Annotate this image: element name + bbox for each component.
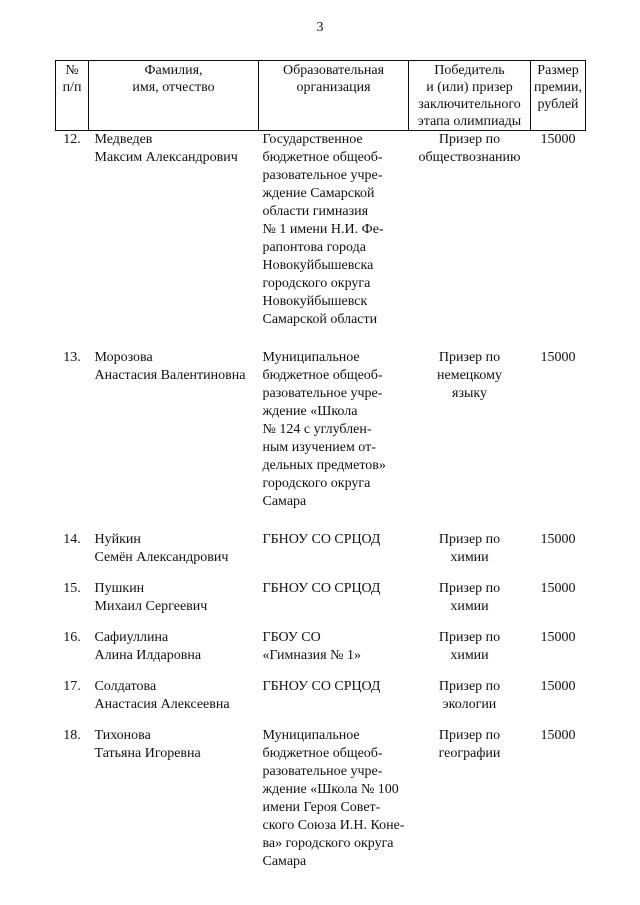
prize-amount: 15000	[540, 728, 576, 743]
table-header	[56, 61, 586, 131]
person-surname: Медведев	[94, 132, 153, 147]
person-given-name: Максим Александрович	[94, 150, 238, 165]
organization	[259, 349, 409, 511]
person-name	[89, 629, 259, 665]
organization-text: Муниципальное бюджетное общеоб- разовательное учре- ждение «Школа № 124 с углублен- ным изучением от- дельных предметов» городского округа Самара	[262, 350, 386, 509]
person-given-name: Татьяна Игоревна	[94, 746, 201, 761]
person-surname: Нуйкин	[94, 532, 141, 547]
prize-amount: 15000	[540, 532, 576, 547]
person-name	[89, 727, 259, 871]
award: Призер по немецкому языку	[437, 350, 502, 401]
person-surname: Солдатова	[94, 679, 157, 694]
person-surname: Сафиуллина	[94, 630, 169, 645]
row-number: 17.	[63, 679, 81, 694]
person-surname: Тихонова	[94, 728, 151, 743]
table-row	[56, 629, 586, 665]
person-surname: Морозова	[94, 350, 153, 365]
person-given-name: Семён Александрович	[94, 550, 229, 565]
row-spacer	[56, 714, 586, 727]
awards-table	[55, 60, 586, 871]
organization	[259, 678, 409, 714]
person-name	[89, 580, 259, 616]
award: Призер по экологии	[438, 679, 501, 712]
row-number: 13.	[63, 350, 81, 365]
table-row	[56, 678, 586, 714]
organization	[259, 131, 409, 330]
organization	[259, 727, 409, 871]
organization-text: ГБНОУ СО СРЦОД	[262, 679, 381, 694]
header-organization: Образовательная организация	[259, 61, 409, 131]
person-surname: Пушкин	[94, 581, 145, 596]
organization-text: Муниципальное бюджетное общеоб- разовательное учре- ждение «Школа № 100 имени Героя Совет- ского Союза И.Н. Коне- ва» городского округа Самара	[262, 728, 405, 869]
organization	[259, 580, 409, 616]
header-prize: Размер премии, рублей	[531, 61, 586, 131]
organization	[259, 629, 409, 665]
person-name	[89, 131, 259, 330]
header-number: № п/п	[56, 61, 89, 131]
row-number: 14.	[63, 532, 81, 547]
row-spacer	[56, 665, 586, 678]
award: Призер по географии	[438, 728, 501, 761]
table-body	[56, 131, 586, 872]
organization-text: Государственное бюджетное общеоб- разовательное учре- ждение Самарской области гимназия № 1 имени Н.И. Фе- рапонтова города Новокуйбышевска городского округа Новокуйбышевск Самарской области	[262, 132, 384, 327]
table-row	[56, 131, 586, 330]
person-name	[89, 531, 259, 567]
table-row	[56, 531, 586, 567]
award: Призер по химии	[438, 630, 501, 663]
prize-amount: 15000	[540, 679, 576, 694]
award: Призер по обществознанию	[418, 132, 521, 165]
person-given-name: Анастасия Алексеевна	[94, 697, 230, 712]
row-number: 18.	[63, 728, 81, 743]
row-spacer	[56, 329, 586, 349]
person-given-name: Алина Илдаровна	[94, 648, 202, 663]
organization-text: ГБНОУ СО СРЦОД	[262, 581, 381, 596]
prize-amount: 15000	[540, 630, 576, 645]
header-row	[56, 61, 586, 131]
person-given-name: Михаил Сергеевич	[94, 599, 208, 614]
organization-text: ГБОУ СО «Гимназия № 1»	[262, 630, 361, 663]
row-number: 16.	[63, 630, 81, 645]
page-number: 3	[316, 20, 324, 35]
row-spacer	[56, 511, 586, 531]
prize-amount: 15000	[540, 350, 576, 365]
prize-amount: 15000	[540, 581, 576, 596]
person-name	[89, 678, 259, 714]
person-name	[89, 349, 259, 511]
person-given-name: Анастасия Валентиновна	[94, 368, 246, 383]
row-number: 12.	[63, 132, 81, 147]
row-number: 15.	[63, 581, 81, 596]
prize-amount: 15000	[540, 132, 576, 147]
row-spacer	[56, 567, 586, 580]
organization	[259, 531, 409, 567]
table-row	[56, 580, 586, 616]
award: Призер по химии	[438, 581, 501, 614]
table-row	[56, 727, 586, 871]
header-award: Победитель и (или) призер заключительного этапа олимпиады	[409, 61, 531, 131]
row-spacer	[56, 616, 586, 629]
header-name: Фамилия, имя, отчество	[89, 61, 259, 131]
organization-text: ГБНОУ СО СРЦОД	[262, 532, 381, 547]
award: Призер по химии	[438, 532, 501, 565]
table-row	[56, 349, 586, 511]
